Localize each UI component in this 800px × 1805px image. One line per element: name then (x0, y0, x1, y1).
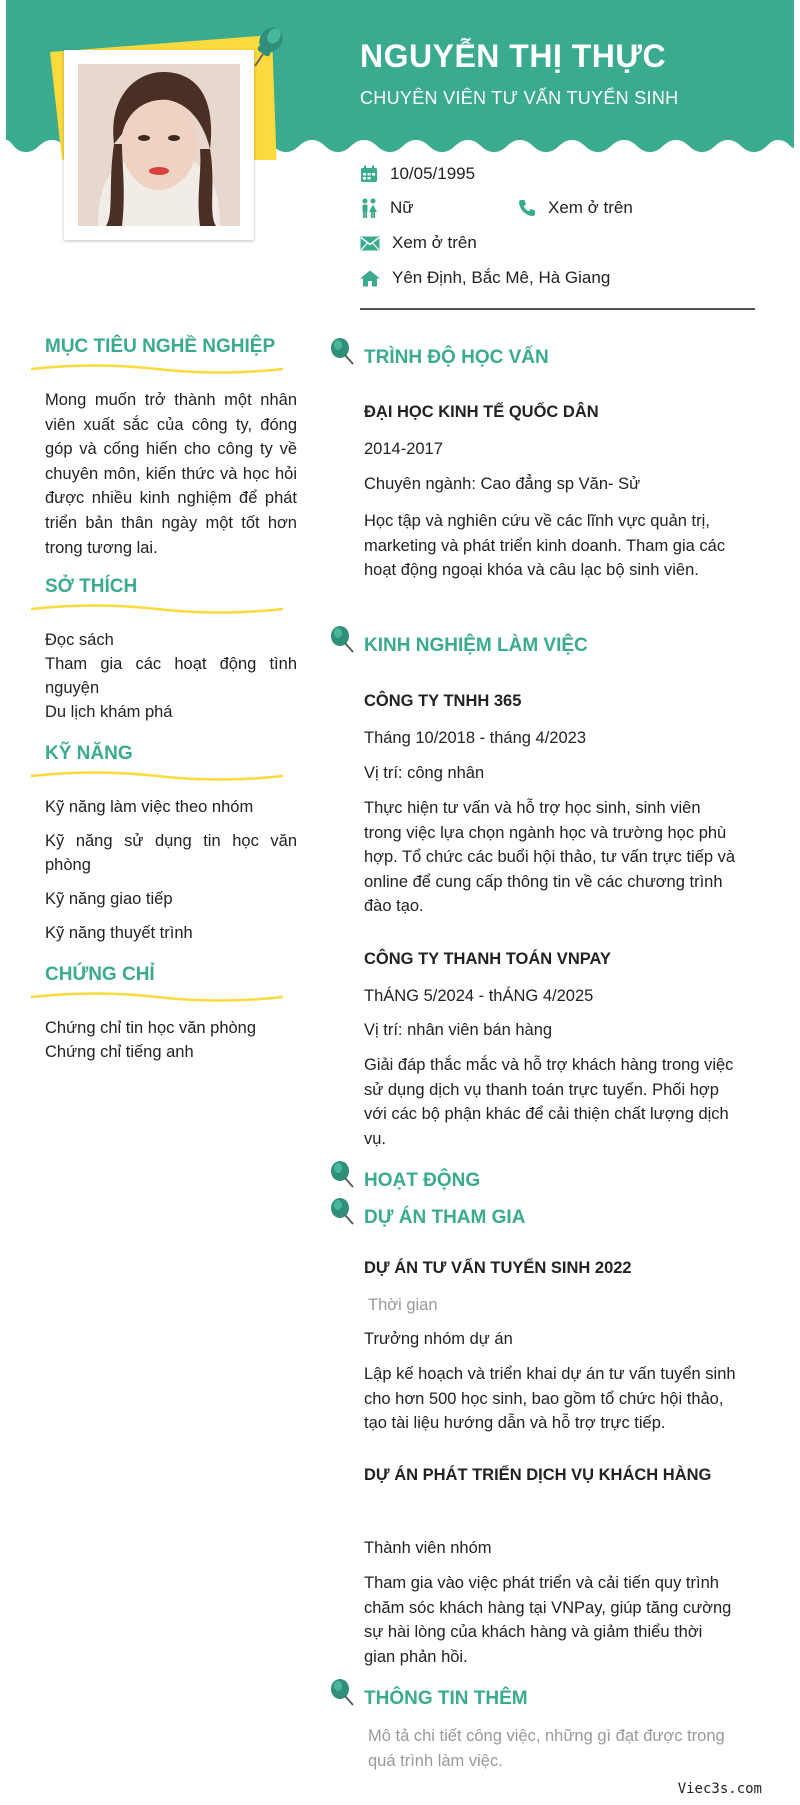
objective-text: Mong muốn trở thành một nhân viên xuất sắc của công ty, đóng góp và cống hiến cho công ty về chuyên môn, kiến thức và học hỏi được nhiều kinh nghiệm để phát triển bản thân ngày một tốt hơn trong tương lai. (45, 391, 297, 557)
gender-value: Nữ (390, 198, 414, 217)
certificate-item: Chứng chỉ tin học văn phòng (45, 1019, 257, 1037)
pushpin-icon (328, 1196, 356, 1228)
experience-title: KINH NGHIỆM LÀM VIỆC (364, 635, 588, 656)
project-name: DỰ ÁN PHÁT TRIỂN DỊCH VỤ KHÁCH HÀNG (364, 1466, 712, 1484)
photo-frame (64, 50, 254, 240)
skills-title: KỸ NĂNG (45, 743, 133, 764)
address-value: Yên Định, Bắc Mê, Hà Giang (392, 268, 611, 287)
pushpin-icon (328, 624, 356, 656)
hobby-item: Đọc sách (45, 631, 114, 649)
school-name: ĐẠI HỌC KINH TẾ QUỐC DÂN (364, 403, 599, 421)
company-name: CÔNG TY TNHH 365 (364, 692, 522, 710)
project-description: Lập kế hoạch và triển khai dự án tư vấn tuyển sinh cho hơn 500 học sinh, bao gồm tổ chức hội thảo, tạo tài liệu hướng dẫn và hỗ trợ trực tiếp. (364, 1365, 736, 1433)
wavy-underline (29, 364, 285, 374)
additional-title: THÔNG TIN THÊM (364, 1688, 528, 1709)
gender-icon (360, 198, 378, 218)
education-period: 2014-2017 (364, 440, 443, 458)
address-row (360, 268, 610, 288)
gender-row (360, 198, 414, 218)
project-role: Trưởng nhóm dự án (364, 1330, 513, 1348)
certificates-title: CHỨNG CHỈ (45, 964, 155, 985)
wavy-underline (29, 771, 285, 781)
hobby-item: Tham gia các hoạt động tình nguyện (45, 655, 297, 697)
pushpin-icon (328, 1677, 356, 1709)
job-period: Tháng 10/2018 - tháng 4/2023 (364, 729, 587, 747)
certificate-item: Chứng chỉ tiếng anh (45, 1043, 194, 1061)
email-value: Xem ở trên (392, 233, 477, 252)
skill-item: Kỹ năng sử dụng tin học văn phòng (45, 832, 297, 874)
job-description: Thực hiện tư vấn và hỗ trợ học sinh, sinh viên trong việc lựa chọn ngành học và trường học phù hợp. Tổ chức các buổi hội thảo, tư vấn trực tiếp và online để cung cấp thông tin về các chương trình đào tạo. (364, 799, 736, 916)
skill-item: Kỹ năng làm việc theo nhóm (45, 798, 254, 816)
education-major: Chuyên ngành: Cao đẳng sp Văn- Sử (364, 475, 641, 493)
hobbies-title: SỞ THÍCH (45, 576, 138, 597)
pushpin-icon (243, 22, 287, 72)
birthday-value: 10/05/1995 (390, 164, 476, 183)
certificates-section (45, 964, 297, 1064)
hobby-item: Du lịch khám phá (45, 703, 173, 721)
job-position: Vị trí: nhân viên bán hàng (364, 1021, 553, 1039)
additional-text: Mô tả chi tiết công việc, những gì đạt được trong quá trình làm việc. (368, 1727, 725, 1770)
watermark: Viec3s.com (677, 1781, 762, 1797)
objective-title: MỤC TIÊU NGHỀ NGHIỆP (45, 336, 276, 357)
company-name: CÔNG TY THANH TOÁN VNPAY (364, 950, 611, 968)
email-row (360, 233, 477, 253)
wavy-underline (29, 604, 285, 614)
skill-item: Kỹ năng giao tiếp (45, 890, 173, 908)
job-position: Vị trí: công nhân (364, 764, 485, 782)
profile-photo (78, 64, 240, 226)
education-title: TRÌNH ĐỘ HỌC VẤN (364, 347, 549, 368)
objective-section (45, 336, 297, 560)
job-period: ThÁNG 5/2024 - thÁNG 4/2025 (364, 987, 594, 1005)
home-icon (360, 270, 380, 287)
job-description: Giải đáp thắc mắc và hỗ trợ khách hàng trong việc sử dụng dịch vụ thanh toán trực tuyến. Phối hợp với các bộ phận khác để cải thiện chất lượng dịch vụ. (364, 1056, 734, 1148)
phone-row (518, 198, 633, 218)
wavy-underline (29, 992, 285, 1002)
hobbies-section (45, 576, 297, 724)
phone-value: Xem ở trên (548, 198, 633, 217)
education-description: Học tập và nghiên cứu về các lĩnh vực quản trị, marketing và phát triển kinh doanh. Tham gia các hoạt động ngoại khóa và câu lạc bộ sinh viên. (364, 512, 726, 580)
birthday-row (360, 164, 475, 184)
skills-section (45, 743, 297, 945)
activities-title: HOẠT ĐỘNG (364, 1170, 481, 1191)
job-title: CHUYÊN VIÊN TƯ VẤN TUYỂN SINH (360, 88, 679, 108)
header-divider (360, 308, 755, 310)
projects-title: DỰ ÁN THAM GIA (364, 1207, 526, 1228)
project-time: Thời gian (368, 1296, 438, 1314)
project-description: Tham gia vào việc phát triển và cải tiến quy trình chăm sóc khách hàng tại VNPay, giúp tăng cường sự hài lòng của khách hàng và giảm thiểu thời gian phản hồi. (364, 1574, 732, 1666)
phone-icon (518, 199, 536, 217)
project-name: DỰ ÁN TƯ VẤN TUYỂN SINH 2022 (364, 1259, 632, 1277)
skill-item: Kỹ năng thuyết trình (45, 924, 193, 942)
pushpin-icon (328, 336, 356, 368)
calendar-icon (360, 165, 378, 183)
candidate-name: NGUYỄN THỊ THỰC (360, 38, 667, 74)
project-role: Thành viên nhóm (364, 1539, 492, 1557)
pushpin-icon (328, 1159, 356, 1191)
envelope-icon (360, 236, 380, 251)
